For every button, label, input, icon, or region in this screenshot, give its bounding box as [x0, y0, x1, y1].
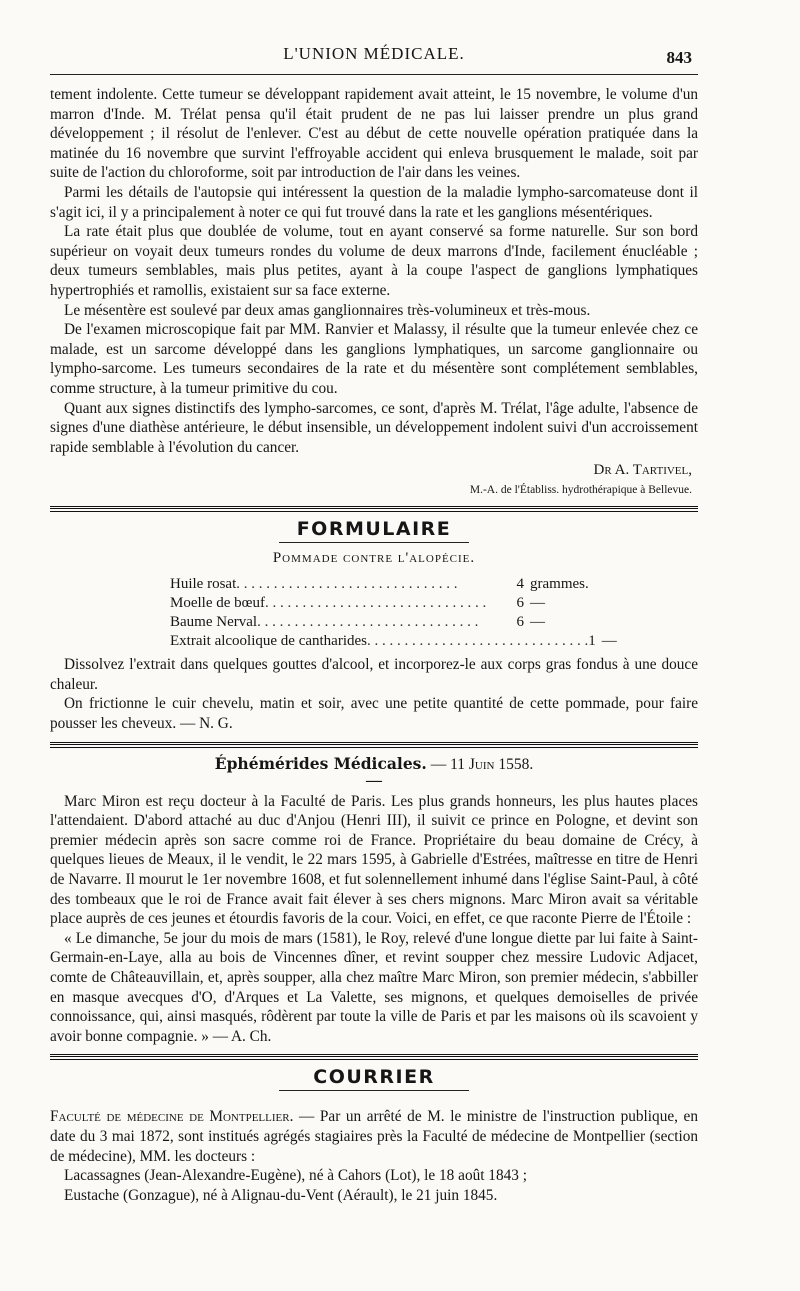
courrier-line: Eustache (Gonzague), né à Alignau-du-Vent (Aérault), le 21 juin 1845.: [64, 1186, 498, 1204]
affiliation-text: M.-A. de l'Établiss. hydrothérapique à Bellevue.: [469, 484, 692, 497]
ingredient-qty: 6: [516, 595, 524, 612]
ingredient-qty: 1: [588, 633, 596, 650]
formulaire-paragraph: Dissolvez l'extrait dans quelques gouttes d'alcool, et incorporez-le aux corps gras fondus à une douce chaleur.: [50, 656, 698, 693]
leader-dots: . . . . . . . . . . . . . . . . . . . . . . . . . . . . . .: [367, 633, 589, 650]
article-paragraph: Parmi les détails de l'autopsie qui intéressent la question de la maladie lympho-sarcomateuse dont il s'agit ici, il y a principalement à noter ce qui fut trouvé dans la rate et les ganglions mésentériques.: [50, 183, 698, 221]
article-paragraph: Quant aux signes distinctifs des lympho-sarcomes, ce sont, d'après M. Trélat, l'âge adulte, l'absence de signes d'une diathèse antérieure, le début insensible, un développement indolent suivi d'un accroissement rapide semblable à l'évolution du cancer.: [50, 399, 698, 456]
courrier-title: COURRIER: [313, 1066, 435, 1089]
courrier-paragraph: [50, 1107, 698, 1166]
journal-title: L'UNION MÉDICALE.: [283, 44, 465, 63]
ingredient-qty: 4: [516, 576, 524, 593]
running-head: [50, 40, 698, 74]
courrier-line: Lacassagnes (Jean-Alexandre-Eugène), né à Cahors (Lot), le 18 août 1843 ;: [64, 1167, 527, 1185]
ephemerides-date: — 11 Juin 1558.: [430, 755, 534, 773]
recipe-row: [170, 575, 610, 594]
author-signature: Dr A. Tartivel,: [593, 462, 692, 479]
ephemerides-paragraph: Marc Miron est reçu docteur à la Faculté de Paris. Les plus grands honneurs, les plus hautes places l'attendaient. D'abord attaché au duc d'Anjou (Henri III), il suivit ce prince en Pologne, et devint son premier médecin après son sacre comme roi de France. Propriétaire du beau domaine de Crécy, à quelques lieues de Meaux, il le vendit, le 22 mars 1595, à Gabrielle d'Estrées, maîtresse en titre de Henri de Navarre. Il mourut le 1er novembre 1608, et fut solennellement inhumé dans l'église Saint-Paul, à côté des tombeaux que le roi de France avait fait élever à ses chers mignons. Marc Miron avait sa véritable place auprès de ces jeunes et étourdis favoris de la cour. Voici, en effet, ce que raconte Pierre de l'Étoile :: [50, 792, 698, 928]
ingredient-unit: —: [530, 595, 545, 612]
courrier-lead: Faculté de médecine de Montpellier.: [50, 1108, 294, 1126]
recipe-row: [170, 594, 610, 613]
courrier-text: — Par un arrêté de M. le ministre de l'instruction publique, en date du 3 mai 1872, sont institués agrégés stagiaires près la Faculté de médecine de Montpellier (section de médecine), MM. les docteurs :: [50, 1108, 698, 1165]
formulaire-paragraph: On frictionne le cuir chevelu, matin et soir, avec une petite quantité de cette pommade, pour faire pousser les cheveux. — N. G.: [50, 695, 698, 733]
section-divider: [50, 742, 698, 748]
journal-page: [50, 40, 698, 1205]
ingredient-name: Moelle de bœuf: [170, 595, 265, 612]
article-paragraph: tement indolente. Cette tumeur se développant rapidement avait atteint, le 15 novembre, le volume d'un marron d'Inde. M. Trélat pensa qu'il était prudent de ne pas lui laisser prendre un plus grand développement ; il résolut de l'enlever. C'est au début de cette nouvelle opération pratiquée dans la matinée du 16 novembre que survint l'effroyable accident qui enleva brusquement le malade, soit par suite de l'action du chloroforme, soit par introduction de l'air dans les veines.: [50, 86, 698, 182]
ephemerides-quote: « Le dimanche, 5e jour du mois de mars (1581), le Roy, relevé d'une longue diette par lui faite à Saint-Germain-en-Laye, alla au bois de Vincennes dîner, et revint soupper chez messire Ludovic Adjacet, comte de Châteauvillain, et, après soupper, alla chez maître Marc Miron, son premier médecin, s'abbiller en masque avecques d'O, d'Arques et La Valette, ses mignons, et quelques demoiselles de privée connoissance, qui, ainsi masqués, rôdèrent par toute la ville de Paris et par les maisons où ils scavoient y avoir bonne compagnie. » — A. Ch.: [50, 929, 698, 1045]
ingredient-name: Huile rosat: [170, 576, 237, 593]
section-divider: [50, 1054, 698, 1060]
author-affiliation: [50, 480, 698, 500]
article-paragraph: Le mésentère est soulevé par deux amas ganglionnaires très-volumineux et très-mous.: [64, 301, 591, 319]
ingredient-unit: —: [530, 614, 545, 631]
leader-dots: . . . . . . . . . . . . . . . . . . . . . . . . . . . . . .: [264, 595, 487, 612]
page-number: 843: [666, 48, 692, 67]
article-paragraph: La rate était plus que doublée de volume, tout en ayant conservé sa forme naturelle. Sur son bord supérieur on voyait deux tumeurs rondes du volume de deux marrons d'Inde, facilement énucléable ; deux tumeurs semblables, mais plus petites, ayant à la coupe l'aspect de ganglions lymphatiques hypertrophiés et ramollis, existaient sur sa face externe.: [50, 223, 698, 299]
section-divider: [50, 506, 698, 512]
formulaire-title: FORMULAIRE: [296, 518, 452, 541]
ingredient-name: Extrait alcoolique de cantharides: [170, 633, 367, 650]
ephemerides-separator: —: [366, 771, 382, 789]
ingredient-unit: —: [601, 633, 617, 650]
recipe-list: [170, 575, 617, 651]
ingredient-name: Baume Nerval: [170, 614, 258, 631]
leader-dots: . . . . . . . . . . . . . . . . . . . . . . . . . . . . . .: [257, 614, 479, 631]
title-underline: [279, 542, 469, 543]
recipe-title: Pommade contre l'alopécie.: [272, 550, 476, 567]
ingredient-unit: grammes.: [530, 576, 589, 593]
ingredient-qty: 6: [516, 614, 524, 631]
leader-dots: . . . . . . . . . . . . . . . . . . . . . . . . . . . . . .: [236, 576, 458, 593]
ephemerides-heading: [50, 754, 698, 774]
article-paragraph: De l'examen microscopique fait par MM. Ranvier et Malassy, il résulte que la tumeur enlevée chez ce malade, est un sarcome développé dans les ganglions lymphatiques, un sarcome ganglionnaire ou lympho-sarcome. Les tumeurs secondaires de la rate et du mésentère sont complétement semblables, comme structure, à la tumeur primitive du cou.: [50, 321, 698, 397]
ephemerides-title: Éphémérides Médicales.: [214, 753, 427, 773]
recipe-row: [170, 632, 617, 651]
recipe-row: [170, 613, 610, 632]
